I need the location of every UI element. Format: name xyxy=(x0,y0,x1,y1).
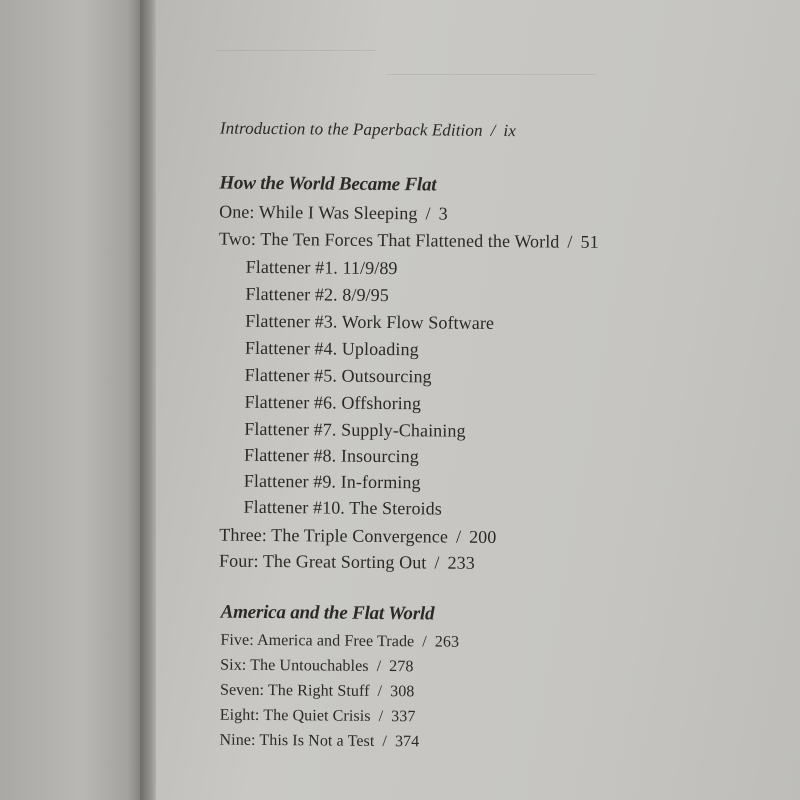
chapter-title: Five: America and Free Trade xyxy=(220,631,415,651)
chapter-entry xyxy=(219,551,475,574)
chapter-entry xyxy=(219,202,448,225)
flattener-item: Flattener #10. The Steroids xyxy=(243,496,443,519)
facing-page xyxy=(0,0,150,800)
flattener-item: Flattener #5. Outsourcing xyxy=(244,364,432,387)
chapter-title: Six: The Untouchables xyxy=(220,656,369,675)
chapter-separator: / xyxy=(422,633,427,651)
chapter-separator: / xyxy=(382,733,388,751)
chapter-separator: / xyxy=(434,552,440,573)
chapter-title: Eight: The Quiet Crisis xyxy=(219,706,371,725)
chapter-page: 51 xyxy=(580,231,599,252)
flattener-item: Flattener #9. In-forming xyxy=(243,470,421,493)
intro-page: ix xyxy=(503,121,517,141)
chapter-page: 337 xyxy=(391,708,416,726)
intro-title: Introduction to the Paperback Edition xyxy=(219,118,483,140)
chapter-title: Four: The Great Sorting Out xyxy=(219,550,427,573)
table-of-contents xyxy=(156,0,800,800)
part-two-title: America and the Flat World xyxy=(220,601,435,625)
chapter-entry xyxy=(220,682,415,702)
part-one-title: How the World Became Flat xyxy=(219,172,437,196)
flattener-item: Flattener #7. Supply-Chaining xyxy=(244,418,466,441)
chapter-page: 3 xyxy=(438,203,448,224)
flattener-item: Flattener #1. 11/9/89 xyxy=(245,256,398,279)
chapter-title: One: While I Was Sleeping xyxy=(219,201,418,224)
chapter-page: 263 xyxy=(434,633,460,651)
chapter-entry xyxy=(219,732,419,752)
chapter-separator: / xyxy=(567,231,573,252)
chapter-title: Nine: This Is Not a Test xyxy=(219,731,375,750)
chapter-title: Seven: The Right Stuff xyxy=(219,681,370,700)
intro-separator: / xyxy=(490,120,496,140)
chapter-page: 200 xyxy=(469,526,497,547)
chapter-separator: / xyxy=(455,526,462,547)
chapter-entry xyxy=(219,229,599,253)
chapter-separator: / xyxy=(425,203,431,224)
intro-entry xyxy=(220,119,516,142)
flattener-item: Flattener #6. Offshoring xyxy=(244,391,422,414)
chapter-entry xyxy=(220,657,413,677)
chapter-separator: / xyxy=(377,682,383,700)
flattener-item: Flattener #3. Work Flow Software xyxy=(245,310,495,333)
chapter-page: 374 xyxy=(394,733,420,751)
book-gutter xyxy=(140,0,156,800)
chapter-page: 278 xyxy=(389,658,414,676)
chapter-separator: / xyxy=(376,657,382,675)
chapter-separator: / xyxy=(378,707,384,726)
flattener-item: Flattener #2. 8/9/95 xyxy=(245,283,390,306)
chapter-entry xyxy=(219,525,496,548)
chapter-title: Two: The Ten Forces That Flattened the World xyxy=(218,228,560,252)
chapter-page: 233 xyxy=(447,552,475,573)
chapter-title: Three: The Triple Convergence xyxy=(219,524,449,547)
chapter-page: 308 xyxy=(390,683,415,701)
chapter-entry xyxy=(220,707,416,727)
contents-page xyxy=(156,0,800,800)
flattener-item: Flattener #4. Uploading xyxy=(244,337,419,360)
chapter-entry xyxy=(220,632,459,652)
flattener-item: Flattener #8. Insourcing xyxy=(243,444,419,467)
